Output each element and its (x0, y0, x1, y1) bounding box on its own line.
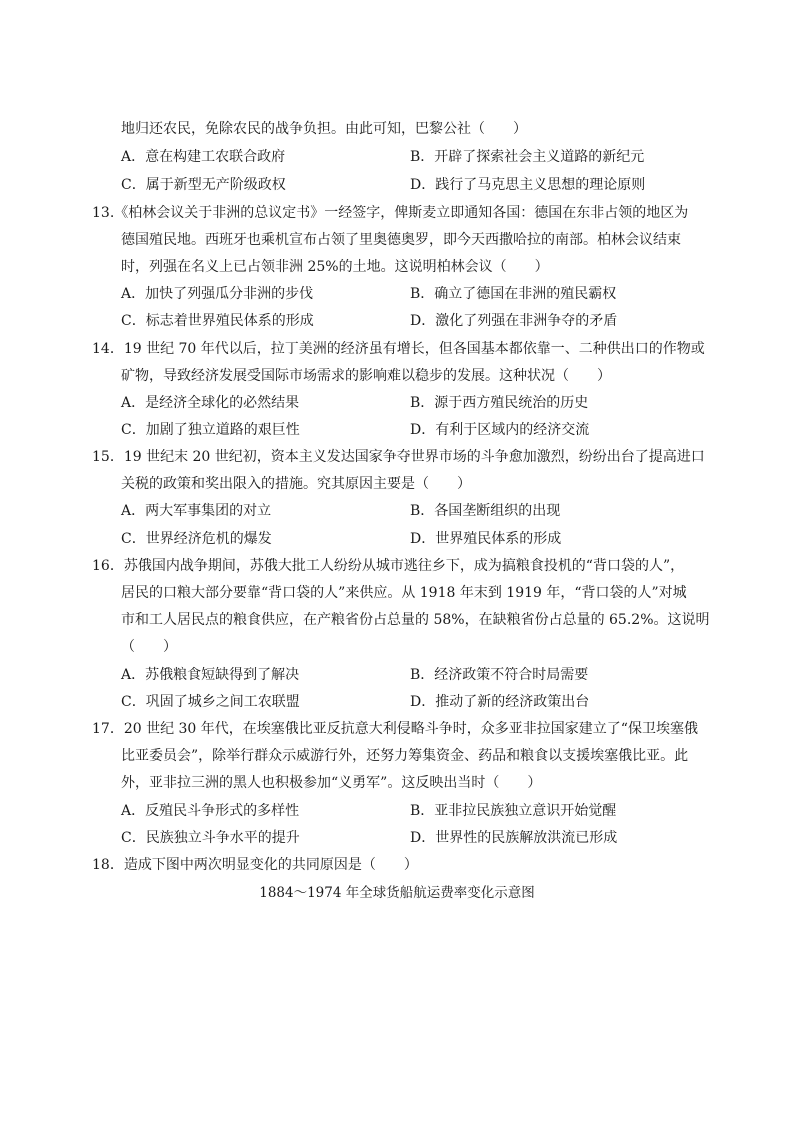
q12-option-d[interactable]: D．践行了马克思主义思想的理论原则 (410, 177, 646, 193)
q13-option-d[interactable]: D．激化了列强在非洲争夺的矛盾 (410, 313, 618, 329)
q14-stem-line-1: 14．19 世纪 70 年代以后，拉丁美洲的经济虽有增长，但各国基本都依靠一、二种供出口的作物或 (92, 341, 705, 357)
q14-option-a[interactable]: A．是经济全球化的必然结果 (121, 395, 300, 411)
q15-option-d[interactable]: D．世界殖民体系的形成 (410, 531, 562, 547)
q16-option-c[interactable]: C．巩固了城乡之间工农联盟 (121, 694, 300, 710)
q14-stem-line-2: 矿物，导致经济发展受国际市场需求的影响难以稳步的发展。这种状况（ ） (121, 368, 611, 384)
q17-stem-line-2: 比亚委员会”，除举行群众示威游行外，还努力筹集资金、药品和粮食以支援埃塞俄比亚。此 (121, 748, 689, 764)
q14-option-c[interactable]: C．加剧了独立道路的艰巨性 (121, 422, 300, 438)
q13-option-b[interactable]: B．确立了德国在非洲的殖民霸权 (410, 286, 617, 302)
q13-stem-line-2: 德国殖民地。西班牙也乘机宣布占领了里奥德奥罗，即今天西撒哈拉的南部。柏林会议结束 (121, 232, 681, 248)
q15-stem-line-2: 关税的政策和奖出限入的措施。究其原因主要是（ ） (121, 476, 471, 492)
q15-option-a[interactable]: A．两大军事集团的对立 (121, 503, 272, 519)
q17-stem-line-3: 外，亚非拉三洲的黑人也积极参加“义勇军”。这反映出当时（ ） (121, 775, 542, 791)
q13-option-a[interactable]: A．加快了列强瓜分非洲的步伐 (121, 286, 314, 302)
q13-option-c[interactable]: C．标志着世界殖民体系的形成 (121, 313, 314, 329)
q12-option-a[interactable]: A．意在构建工农联合政府 (121, 149, 286, 165)
q16-stem-line-3: 市和工人居民点的粮食供应，在产粮省份占总量的 58%，在缺粮省份占总量的 65.2%。这说明 (121, 612, 710, 628)
q13-stem-line-3: 时，列强在名义上已占领非洲 25%的土地。这说明柏林会议（ ） (121, 259, 549, 275)
q17-option-b[interactable]: B．亚非拉民族独立意识开始觉醒 (410, 803, 617, 819)
q17-option-c[interactable]: C．民族独立斗争水平的提升 (121, 830, 300, 846)
q14-option-d[interactable]: D．有利于区域内的经济交流 (410, 422, 590, 438)
q17-option-a[interactable]: A．反殖民斗争形式的多样性 (121, 803, 300, 819)
q16-stem-line-1: 16．苏俄国内战争期间，苏俄大批工人纷纷从城市逃往乡下，成为搞粮食投机的“背口袋的人”， (92, 558, 685, 574)
q16-option-b[interactable]: B．经济政策不符合时局需要 (410, 667, 589, 683)
q17-option-d[interactable]: D．世界性的民族解放洪流已形成 (410, 830, 618, 846)
q16-stem-line-4: （ ） (121, 639, 177, 655)
q14-option-b[interactable]: B．源于西方殖民统治的历史 (410, 395, 589, 411)
q18-stem: 18．造成下图中两次明显变化的共同原因是（ ） (92, 857, 418, 873)
q15-option-c[interactable]: C．世界经济危机的爆发 (121, 531, 272, 547)
q15-option-b[interactable]: B．各国垄断组织的出现 (410, 503, 561, 519)
figure-caption: 1884～1974 年全球货船航运费率变化示意图 (259, 885, 535, 901)
q12-stem-tail: 地归还农民，免除农民的战争负担。由此可知，巴黎公社（ ） (121, 121, 527, 137)
q13-stem-line-1: 13.《柏林会议关于非洲的总议定书》一经签字，俾斯麦立即通知各国：德国在东非占领的地区为 (92, 205, 689, 221)
q12-option-c[interactable]: C．属于新型无产阶级政权 (121, 177, 286, 193)
q12-option-b[interactable]: B．开辟了探索社会主义道路的新纪元 (410, 149, 645, 165)
q15-stem-line-1: 15．19 世纪末 20 世纪初，资本主义发达国家争夺世界市场的斗争愈加激烈，纷纷出台了提高进口 (92, 449, 705, 465)
q16-option-d[interactable]: D．推动了新的经济政策出台 (410, 694, 590, 710)
q16-stem-line-2: 居民的口粮大部分要靠“背口袋的人”来供应。从 1918 年末到 1919 年，“背口袋的人”对城 (121, 585, 687, 601)
q17-stem-line-1: 17．20 世纪 30 年代，在埃塞俄比亚反抗意大利侵略斗争时，众多亚非拉国家建立了“保卫埃塞俄 (92, 721, 698, 737)
q16-option-a[interactable]: A．苏俄粮食短缺得到了解决 (121, 667, 300, 683)
